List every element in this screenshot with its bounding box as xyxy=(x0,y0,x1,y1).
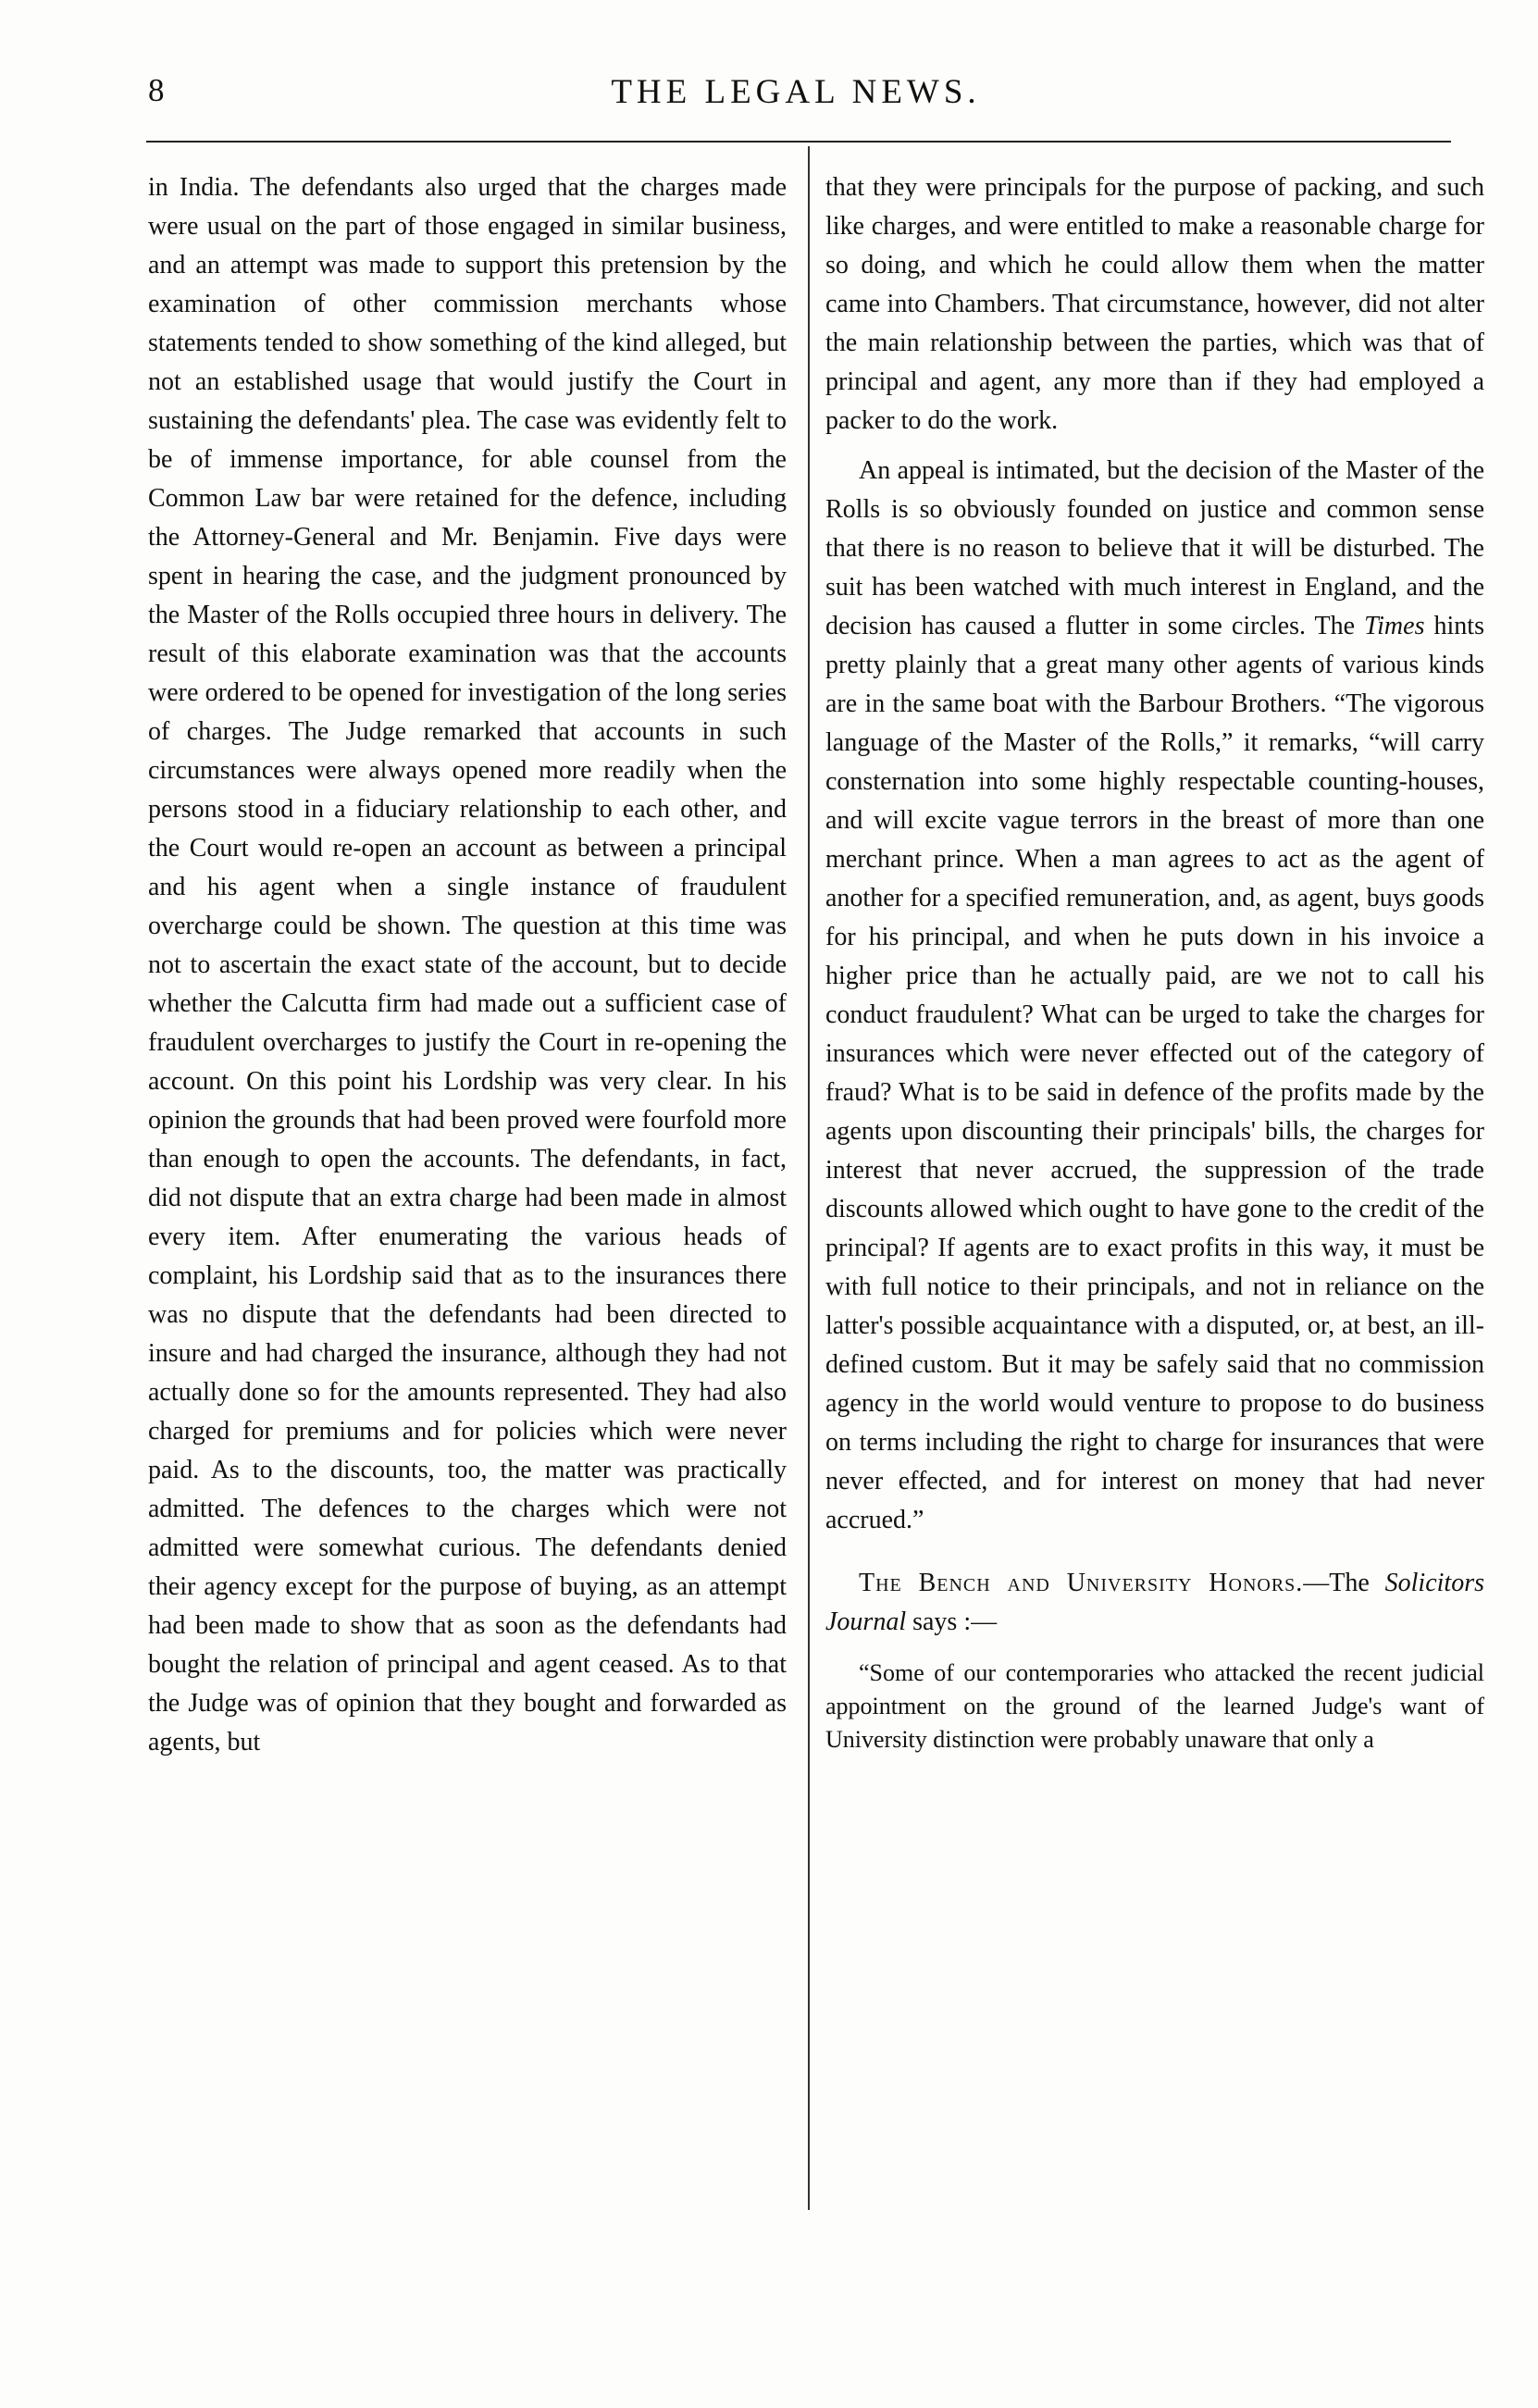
section-heading-paragraph xyxy=(825,1564,1484,1642)
column-divider xyxy=(808,146,810,2210)
right-paragraph-2-start: An appeal is intimated, but the decision of the Master of the Rolls is so obviously founded on justice and common sense that there is no reason to believe that it will be disturbed. The suit has been watched with much interest in England, and the decision has caused a flutter in some circles. The xyxy=(825,456,1484,640)
right-paragraph-1: that they were principals for the purpose of packing, and such like charges, and were entitled to make a reasonable charge for so doing, and which he could allow them when the matter came into Chambers. That circumstance, however, did not alter the main relationship between the parties, which was that of principal and agent, any more than if they had employed a packer to do the work. xyxy=(825,173,1484,435)
section-heading: The Bench and University Honors. xyxy=(859,1569,1304,1597)
left-column xyxy=(148,168,787,1762)
right-paragraph-2-rest: hints pretty plainly that a great many other agents of various kinds are in the same boat with the Barbour Brothers. “The vigorous language of the Master of the Rolls,” it remarks, “will carry consternation into some highly respectable counting-houses, and will excite vague terrors in the breast of more than one merchant prince. When a man agrees to act as the agent of another for a specified remuneration, and, as agent, buys goods for his principal, and when he puts down in his invoice a higher price than he actually paid, are we not to call his conduct fraudulent? What can be urged to take the charges for insurances which were never effected out of the category of fraud? What is to be said in defence of the profits made by the agents upon discounting their principals' bills, the charges for interest that never accrued, the suppression of the trade discounts allowed which ought to have gone to the credit of the principal? If agents are to exact profits in this way, it must be with full notice to their principals, and not in reliance on the latter's possible acquaintance with a disputed, or, at best, an ill-defined custom. But it may be safely said that no commission agency in the world would venture to propose to do business on terms including the right to charge for insurances that were never effected, and for interest on money that had never accrued.” xyxy=(825,612,1484,1534)
quoted-passage: “Some of our contemporaries who attacked the recent judicial appointment on the ground of the learned Judge's want of University distinction were probably unaware that only a xyxy=(825,1659,1484,1753)
section-heading-dash: —The xyxy=(1303,1569,1385,1597)
page-header xyxy=(130,72,1462,128)
times-newspaper-name: Times xyxy=(1364,612,1425,640)
right-column xyxy=(825,168,1484,1756)
says-text: says :— xyxy=(906,1607,998,1636)
header-rule xyxy=(146,141,1451,143)
page-number: 8 xyxy=(148,72,166,108)
running-title: THE LEGAL NEWS. xyxy=(611,73,981,111)
journal-name: Solicitors Journal xyxy=(825,1569,1484,1636)
left-paragraph-1: in India. The defendants also urged that the charges made were usual on the part of those engaged in similar business, and an attempt was made to support this pretension by the examination of other commission merchants whose statements tended to show something of the kind alleged, but not an established usage that would justify the Court in sustaining the defendants' plea. The case was evidently felt to be of immense importance, for able counsel from the Common Law bar were retained for the defence, including the Attorney-General and Mr. Benjamin. Five days were spent in hearing the case, and the judgment pronounced by the Master of the Rolls occupied three hours in delivery. The result of this elaborate examination was that the accounts were ordered to be opened for investigation of the long series of charges. The Judge remarked that accounts in such circumstances were always opened more readily when the persons stood in a fiduciary relationship to each other, and the Court would re-open an account as between a principal and his agent when a single instance of fraudulent overcharge could be shown. The question at this time was not to ascertain the exact state of the account, but to decide whether the Calcutta firm had made out a sufficient case of fraudulent overcharges to justify the Court in re-opening the account. On this point his Lordship was very clear. In his opinion the grounds that had been proved were fourfold more than enough to open the accounts. The defendants, in fact, did not dispute that an extra charge had been made in almost every item. After enumerating the various heads of complaint, his Lordship said that as to the insurances there was no dispute that the defendants had been directed to insure and had charged the insurance, although they had not actually done so for the amounts represented. They had also charged for premiums and for policies which were never paid. As to the discounts, too, the matter was practically admitted. The defences to the charges which were not admitted were somewhat curious. The defendants denied their agency except for the purpose of buying, as an attempt had been made to show that as soon as the defendants had bought the relation of principal and agent ceased. As to that the Judge was of opinion that they bought and forwarded as agents, but xyxy=(148,173,787,1756)
right-paragraph-2 xyxy=(825,452,1484,1540)
